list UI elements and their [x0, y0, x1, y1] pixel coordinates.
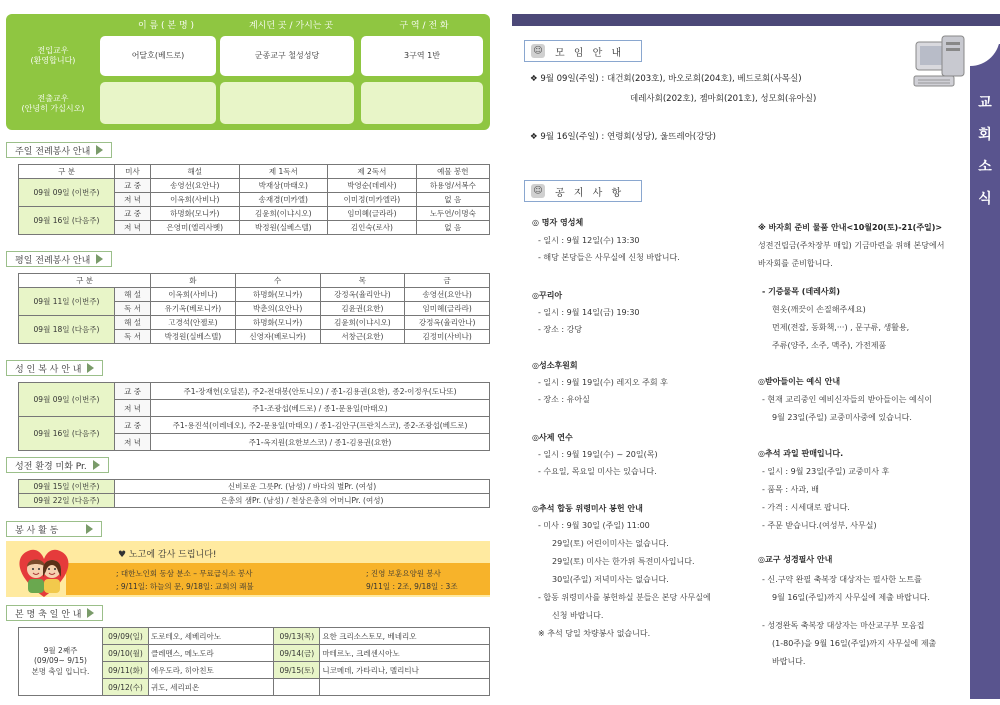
date-cell: 09월 09일 (이번주): [19, 179, 115, 207]
mass-cell: 교 중: [115, 207, 151, 221]
date-cell: 09/15(토): [274, 662, 320, 679]
meeting-line-3: ❖ 9월 16일(주일) : 연령회(성당), 울뜨레아(강당): [530, 132, 716, 142]
table-cell: 귀도, 세리피온: [149, 679, 274, 696]
table-cell: 임미혜(글라라): [328, 207, 417, 221]
feast-table: [18, 627, 490, 696]
table-row: [19, 628, 490, 645]
table-cell: 유기옥(베로니카): [151, 302, 236, 316]
notice-heading: ◎추석 합동 위령미사 봉헌 안내: [532, 504, 643, 513]
left-page: [6, 14, 490, 699]
table-cell: 박재상(마태오): [239, 179, 328, 193]
notice-line: 주류(양주, 소주, 맥주), 가전제품: [772, 341, 887, 350]
table-cell: 신비로운 그릇Pr. (남성) / 바다의 별Pr. (여성): [115, 480, 490, 494]
weekday-service-table: [18, 273, 490, 344]
table-row: [19, 383, 490, 400]
table-cell: 노두연/이명숙: [416, 207, 489, 221]
col-header: 금: [405, 274, 490, 288]
table-cell: 박정원(실베스텔): [151, 330, 236, 344]
header-place: 계시던 곳 / 가시는 곳: [248, 21, 334, 31]
date-cell: 09월 15일 (이번주): [19, 480, 115, 494]
table-cell: 하용영/서복수: [416, 179, 489, 193]
header-zone: 구 역 / 전 화: [399, 21, 449, 31]
table-row: [19, 417, 490, 434]
computer-icon: [912, 32, 968, 94]
transfer-out-place: [220, 82, 354, 124]
role-cell: 교 중: [115, 417, 151, 434]
table-cell: 박정원(실베스텔): [239, 221, 328, 235]
notice-line: 현옷(깨끗이 손질해주세요): [772, 305, 866, 314]
top-band: [512, 14, 1000, 26]
notice-line: 바자회를 준비합니다.: [758, 259, 833, 268]
notice-line: - 품목 : 사과, 배: [762, 485, 819, 494]
person-icon: ☺: [531, 44, 545, 58]
decoration-table: [18, 479, 490, 508]
notice-line: ※ 추석 당일 차량봉사 없습니다.: [538, 629, 651, 638]
table-cell: 김정미(사비나): [405, 330, 490, 344]
person-icon: ☺: [531, 184, 545, 198]
notice-line: - 신.구약 완필 축복장 대상자는 필사한 노트를: [762, 575, 922, 584]
notice-line: - 합동 위령미사를 봉헌하실 분들은 본당 사무실에: [538, 593, 711, 602]
table-cell: 송재경(미카엘): [239, 193, 328, 207]
arrow-icon: [96, 254, 103, 264]
altar-service-table: [18, 382, 490, 451]
volunteer-line-4: 9/11일 : 2조, 9/18일 : 3조: [366, 582, 458, 591]
notice-line: 9월 23일(주일) 교중미사중에 있습니다.: [772, 413, 912, 422]
role-cell: 독 서: [115, 330, 151, 344]
notice-line: (1-80주)을 9월 16일(주일)까지 사무실에 제출: [772, 639, 937, 648]
table-cell: 클레멘스, 메노도라: [149, 645, 274, 662]
notice-line: - 일시 : 9월 19일(수) 레지오 주회 후: [538, 378, 668, 387]
sunday-service-table: [18, 164, 490, 235]
volunteer-band: [6, 541, 490, 597]
table-cell: 김인숙(로사): [328, 221, 417, 235]
role-cell: 독 서: [115, 302, 151, 316]
notice-heading: ◎ 명자 영성체: [532, 218, 584, 227]
date-cell: 09월 18일 (다음주): [19, 316, 115, 344]
table-cell: 박영순(데레사): [328, 179, 417, 193]
table-cell: 니코메데, 가타리나, 멜리티나: [320, 662, 490, 679]
role-cell: 저 녁: [115, 434, 151, 451]
table-cell: 주1-용진석(이레네오), 주2-문용일(마태오) / 종1-김안구(프란치스코), 종2-조광섭(베드로): [151, 417, 490, 434]
table-cell: 이옥희(사비나): [151, 288, 236, 302]
col-header: 미사: [115, 165, 151, 179]
transfer-out-zone: [361, 82, 483, 124]
notice-heading: - 기증물목 (데레사회): [762, 287, 841, 296]
table-cell: 하명화(모니카): [151, 207, 240, 221]
notice-line: - 성경완독 축복장 대상자는 마산교구부 모음집: [762, 621, 925, 630]
col-header: 구 분: [19, 165, 115, 179]
table-cell: 주1-조광섭(베드로) / 종1-문용일(마태오): [151, 400, 490, 417]
notice-line: 29일(토) 어린이미사는 없습니다.: [552, 539, 669, 548]
notice-heading: ※ 바자회 준비 물품 안내<10월20(토)-21(주일)>: [758, 223, 943, 232]
table-cell: 하명화(모니카): [235, 316, 320, 330]
notice-line: - 일시 : 9월 19일(수) ~ 20일(목): [538, 450, 658, 459]
weekday-service-title: 평일 전례봉사 안내: [6, 251, 112, 267]
table-row: [19, 179, 490, 193]
transfer-box: [6, 14, 490, 130]
volunteer-line-3: ; 진영 보훈요양원 봉사: [366, 569, 441, 578]
notice-line: - 현재 교리중인 예비신자들의 받아들이는 예식이: [762, 395, 933, 404]
notice-title: ☺ 공 지 사 항: [524, 180, 642, 202]
side-title-char: 소: [978, 159, 992, 175]
table-cell: 도로테오, 세베리아노: [149, 628, 274, 645]
table-cell: 요한 크리소스토모, 베네리오: [320, 628, 490, 645]
table-cell: 이옥희(사비나): [151, 193, 240, 207]
notice-line: 먼제(전잡, 동화책,···) , 문구류, 생활용,: [772, 323, 910, 332]
col-header: 해설: [151, 165, 240, 179]
notice-line: - 해당 본당들은 사무실에 신청 바랍니다.: [538, 253, 680, 262]
arrow-icon: [86, 524, 93, 534]
table-cell: 에우도라, 히아친토: [149, 662, 274, 679]
notice-line: - 일시 : 9월 12일(수) 13:30: [538, 236, 640, 245]
role-cell: 교 중: [115, 383, 151, 400]
notice-line: - 장소 : 강당: [538, 325, 583, 334]
date-cell: 09월 11일 (이번주): [19, 288, 115, 316]
table-cell: 신영자(베로니카): [235, 330, 320, 344]
arrow-icon: [93, 460, 100, 470]
date-cell: 09/10(월): [103, 645, 149, 662]
notice-heading: ◎사제 연수: [532, 433, 573, 442]
table-cell: 송영선(요안나): [151, 179, 240, 193]
meeting-title: ☺ 모 임 안 내: [524, 40, 642, 62]
feast-week-label: 9월 2째주 (09/09~ 9/15) 본명 축일 입니다.: [19, 628, 103, 696]
transfer-out-name: [100, 82, 216, 124]
table-cell: [320, 679, 490, 696]
transfer-in-zone: 3구역 1반: [361, 36, 483, 76]
table-cell: 없 음: [416, 221, 489, 235]
date-cell: 09월 09일 (이번주): [19, 383, 115, 417]
arrow-icon: [87, 363, 94, 373]
side-title-char: 식: [978, 191, 992, 207]
date-cell: 09/12(수): [103, 679, 149, 696]
mass-cell: 저 녁: [115, 193, 151, 207]
table-cell: 강정옥(율리안나): [320, 288, 405, 302]
volunteer-details: [66, 563, 490, 595]
table-cell: 마테르노, 크레센시아노: [320, 645, 490, 662]
header-name: 이 름 ( 본 명 ): [137, 21, 195, 31]
table-cell: 고경석(안젤로): [151, 316, 236, 330]
notice-line: - 미사 : 9월 30일 (주일) 11:00: [538, 521, 650, 530]
volunteer-line-2: ; 9/11일: 하늘의 문, 9/18일: 교회의 쾌불: [116, 582, 254, 591]
table-cell: 주1-옥지원(요한보스코) / 종1-김용권(요한): [151, 434, 490, 451]
mass-cell: 교 중: [115, 179, 151, 193]
date-cell: 09월 22일 (다음주): [19, 494, 115, 508]
notice-line: - 일시 : 9월 23일(주일) 교중미사 후: [762, 467, 890, 476]
table-cell: 서창근(요한): [320, 330, 405, 344]
notice-line: - 장소 : 유아실: [538, 395, 590, 404]
table-row: [19, 288, 490, 302]
meeting-line-1: ❖ 9월 09일(주일) : 대건회(203호), 바오로회(204호), 베드로회(사목실): [530, 74, 802, 84]
table-cell: 은영미(엘리사벳): [151, 221, 240, 235]
col-header: 목: [320, 274, 405, 288]
arrow-icon: [87, 608, 94, 618]
date-cell: 09/09(일): [103, 628, 149, 645]
date-cell: 09/13(목): [274, 628, 320, 645]
volunteer-title: 봉 사 활 동: [6, 521, 102, 537]
col-header: 제 1독서: [239, 165, 328, 179]
mass-cell: 저 녁: [115, 221, 151, 235]
side-band: [970, 44, 1000, 699]
table-cell: 없 음: [416, 193, 489, 207]
table-cell: 김윤권(요한): [320, 302, 405, 316]
table-row: [19, 316, 490, 330]
table-row: [19, 494, 490, 508]
col-header: 화: [151, 274, 236, 288]
meeting-line-2: 데레사회(202호), 젬마회(201호), 성모회(유아실): [630, 94, 817, 104]
table-cell: 하명화(모니카): [235, 288, 320, 302]
table-cell: 이미정(미카엘라): [328, 193, 417, 207]
side-title-char: 회: [978, 127, 992, 143]
feast-title: 본 명 축 일 안 내: [6, 605, 103, 621]
transfer-out-label: 전출교우 (안녕히 가십시오): [21, 93, 85, 113]
notice-heading: ◎받아들이는 예식 안내: [758, 377, 841, 386]
notice-line: 29일(토) 미사는 한가위 특전미사입니다.: [552, 557, 695, 566]
table-cell: 김윤희(이냐시오): [320, 316, 405, 330]
notice-heading: ◎성소후원회: [532, 361, 578, 370]
couple-illustration: [12, 543, 76, 599]
col-header: 수: [235, 274, 320, 288]
col-header: 예물 봉헌: [416, 165, 489, 179]
notice-line: 신청 바랍니다.: [552, 611, 604, 620]
side-title-char: 교: [978, 95, 992, 111]
transfer-in-name: 어달호(베드로): [100, 36, 216, 76]
notice-line: - 일시 : 9월 14일(금) 19:30: [538, 308, 640, 317]
role-cell: 저 녁: [115, 400, 151, 417]
notice-line: 9월 16일(주일)까지 사무실에 제출 바랍니다.: [772, 593, 930, 602]
transfer-in-label: 전입교우 (환영합니다): [30, 45, 76, 65]
notice-heading: ◎추석 과일 판매입니다.: [758, 449, 844, 458]
right-page: [512, 14, 1000, 699]
table-row: [19, 207, 490, 221]
date-cell: 09/14(금): [274, 645, 320, 662]
role-cell: 해 설: [115, 288, 151, 302]
notice-line: 성전건립금(주차장부 매입) 기금마련을 위해 본당에서: [758, 241, 945, 250]
table-cell: 임미혜(글라라): [405, 302, 490, 316]
notice-line: - 수요일, 목요일 미사는 있습니다.: [538, 467, 657, 476]
table-cell: 박춘의(요안나): [235, 302, 320, 316]
table-row: [19, 480, 490, 494]
transfer-in-place: 군종교구 철성성당: [220, 36, 354, 76]
date-cell: 09월 16일 (다음주): [19, 207, 115, 235]
notice-line: 30일(주일) 저녁미사는 없습니다.: [552, 575, 669, 584]
volunteer-line-1: ; 대한노인회 동삼 분소 – 무료급식소 봉사: [116, 569, 253, 578]
table-cell: [274, 679, 320, 696]
notice-line: 바랍니다.: [772, 657, 806, 666]
arrow-icon: [96, 145, 103, 155]
date-cell: 09월 16일 (다음주): [19, 417, 115, 451]
date-cell: 09/11(화): [103, 662, 149, 679]
table-cell: 김윤희(이냐시오): [239, 207, 328, 221]
notice-heading: ◎꾸리아: [532, 291, 563, 300]
table-cell: 은총의 샘Pr. (남성) / 천상은총의 어머니Pr. (여성): [115, 494, 490, 508]
col-header: 제 2독서: [328, 165, 417, 179]
notice-line: - 주문 받습니다.(여성부, 사무실): [762, 521, 877, 530]
table-cell: 송영선(요안나): [405, 288, 490, 302]
table-cell: 강정옥(율리안나): [405, 316, 490, 330]
altar-service-title: 성 인 복 사 안 내: [6, 360, 103, 376]
col-header: 구 분: [19, 274, 151, 288]
notice-heading: ◎교구 성경필사 안내: [758, 555, 833, 564]
decoration-title: 성전 환경 미화 Pr.: [6, 457, 109, 473]
table-cell: 주1-장재헌(오딜론), 주2-전대봉(안토니오) / 종1-김용권(요한), 종2-이정우(도나또): [151, 383, 490, 400]
role-cell: 해 설: [115, 316, 151, 330]
sunday-service-title: 주일 전례봉사 안내: [6, 142, 112, 158]
notice-line: - 가격 : 시세대로 팝니다.: [762, 503, 850, 512]
volunteer-thanks: ♥ 노고에 감사 드립니다!: [118, 550, 217, 560]
